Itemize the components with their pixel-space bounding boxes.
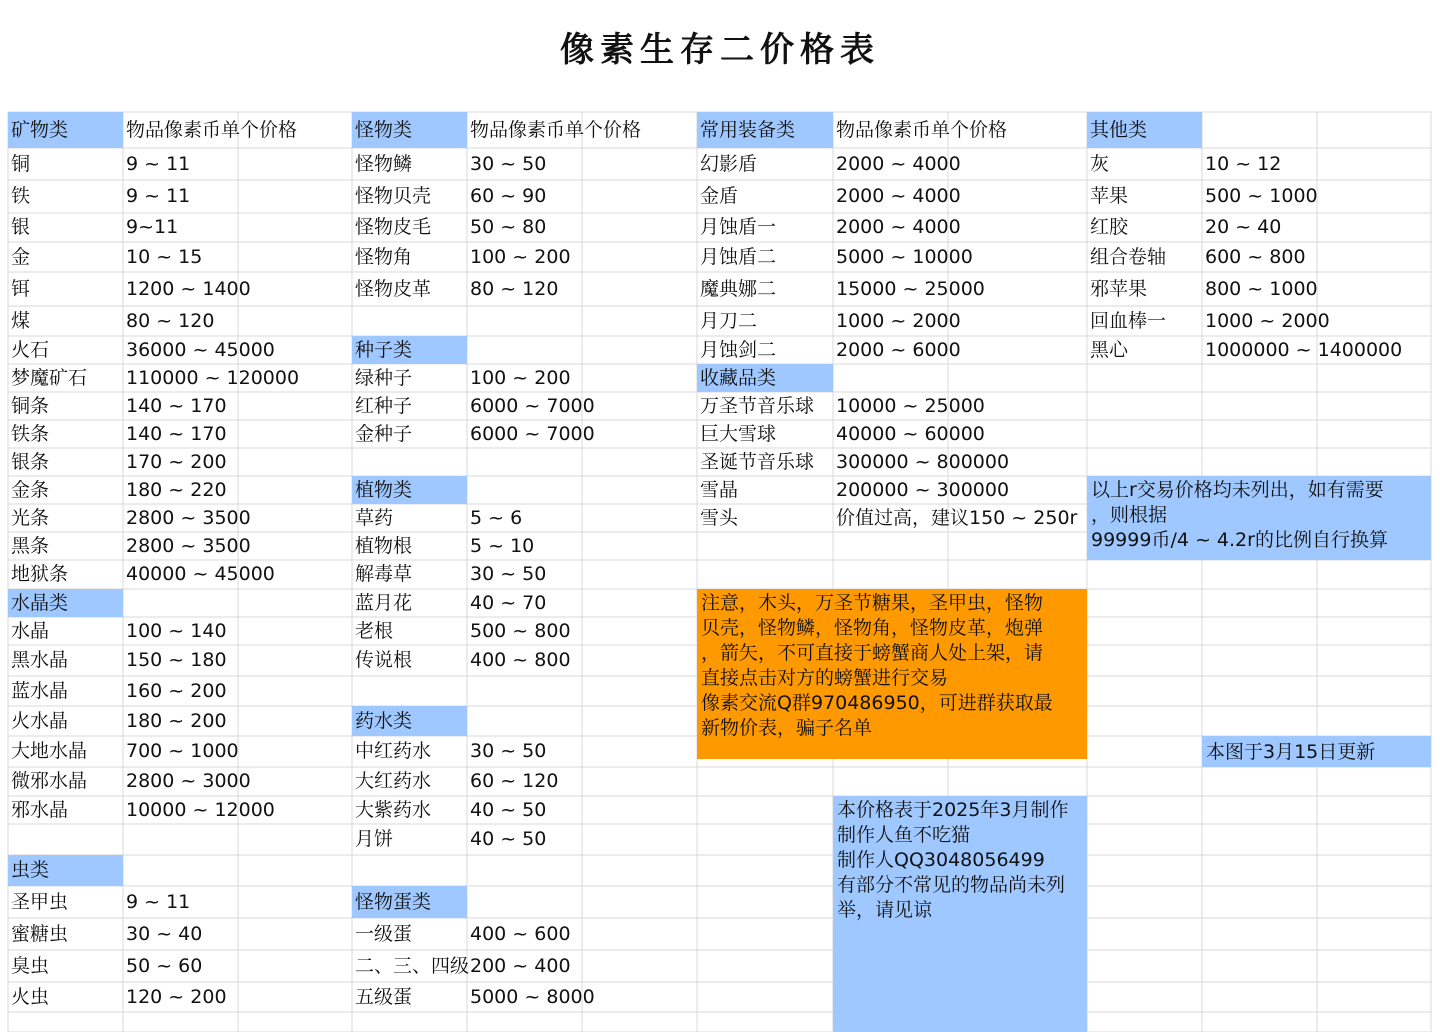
item-price: 2000 ~ 6000 <box>836 338 961 361</box>
update-note: 本图于3月15日更新 <box>1202 736 1431 767</box>
item-price: 2000 ~ 4000 <box>836 152 961 175</box>
item-price: 6000 ~ 7000 <box>470 422 595 445</box>
item-price: 1000000 ~ 1400000 <box>1205 338 1403 361</box>
item-price: 50 ~ 60 <box>126 954 203 977</box>
item-name: 火水晶 <box>11 709 69 732</box>
item-name: 铒 <box>11 277 31 300</box>
category-header: 其他类 <box>1087 112 1202 148</box>
item-price: 30 ~ 50 <box>470 152 547 175</box>
item-name: 绿种子 <box>355 366 413 389</box>
item-price: 2000 ~ 4000 <box>836 185 961 207</box>
item-name: 邪苹果 <box>1090 277 1148 300</box>
item-name: 铜 <box>11 152 31 175</box>
item-price: 5 ~ 10 <box>470 534 535 557</box>
item-name: 灰 <box>1090 152 1110 175</box>
item-price: 40000 ~ 60000 <box>836 422 985 445</box>
item-name: 金盾 <box>700 185 739 207</box>
item-price: 2800 ~ 3500 <box>126 534 251 557</box>
item-price: 36000 ~ 45000 <box>126 338 275 361</box>
item-price: 30 ~ 50 <box>470 563 547 585</box>
item-name: 中红药水 <box>355 740 432 762</box>
item-name: 月蚀盾一 <box>700 216 777 238</box>
credits-note: 本价格表于2025年3月制作 制作人鱼不吃猫 制作人QQ3048056499 有部分不常见的物品尚未列 举，请见谅 <box>833 796 1087 1032</box>
item-name: 雪头 <box>700 506 739 529</box>
item-name: 梦魔矿石 <box>11 366 88 389</box>
item-price: 500 ~ 1000 <box>1205 185 1318 207</box>
item-price: 40000 ~ 45000 <box>126 563 275 585</box>
item-name: 幻影盾 <box>700 152 758 175</box>
subcategory-header: 虫类 <box>8 855 123 886</box>
item-price: 600 ~ 800 <box>1205 245 1306 268</box>
page-title: 像素生存二价格表 <box>560 30 880 70</box>
item-price: 1200 ~ 1400 <box>126 277 251 300</box>
subcategory-header: 药水类 <box>352 706 467 736</box>
item-name: 解毒草 <box>355 563 413 585</box>
item-name: 黑心 <box>1090 338 1129 361</box>
item-price: 170 ~ 200 <box>126 450 227 473</box>
item-name: 二、三、四级 <box>355 954 470 977</box>
item-price: 700 ~ 1000 <box>126 740 239 762</box>
item-price: 6000 ~ 7000 <box>470 394 595 417</box>
item-price: 60 ~ 120 <box>470 770 559 792</box>
item-name: 月蚀盾二 <box>700 245 777 268</box>
item-name: 回血棒一 <box>1090 309 1167 332</box>
item-price: 30 ~ 40 <box>126 922 203 945</box>
item-price: 2000 ~ 4000 <box>836 216 961 238</box>
subcategory-header: 收藏品类 <box>697 364 833 392</box>
item-price: 300000 ~ 800000 <box>836 450 1010 473</box>
item-price: 10000 ~ 25000 <box>836 394 985 417</box>
item-price: 5000 ~ 8000 <box>470 985 595 1008</box>
item-price: 160 ~ 200 <box>126 679 227 702</box>
item-name: 植物根 <box>355 534 413 557</box>
item-name: 月蚀剑二 <box>700 338 777 361</box>
item-name: 微邪水晶 <box>11 770 88 792</box>
item-price: 80 ~ 120 <box>470 277 559 300</box>
item-name: 地狱条 <box>11 563 69 585</box>
item-name: 组合卷轴 <box>1090 245 1167 268</box>
item-name: 一级蛋 <box>355 922 413 945</box>
item-price: 9 ~ 11 <box>126 152 191 175</box>
item-name: 金条 <box>11 478 50 501</box>
item-price: 30 ~ 50 <box>470 740 547 762</box>
price-column-header: 物品像素币单个价格 <box>470 118 642 141</box>
item-name: 草药 <box>355 506 394 529</box>
item-price: 40 ~ 50 <box>470 828 547 850</box>
item-price: 40 ~ 70 <box>470 591 547 614</box>
item-price: 180 ~ 200 <box>126 709 227 732</box>
item-name: 光条 <box>11 506 50 529</box>
item-price: 180 ~ 220 <box>126 478 227 501</box>
item-name: 红种子 <box>355 394 413 417</box>
subcategory-header: 怪物蛋类 <box>352 886 467 918</box>
item-price: 9 ~ 11 <box>126 890 191 913</box>
item-price: 110000 ~ 120000 <box>126 366 300 389</box>
item-name: 蓝水晶 <box>11 679 69 702</box>
item-price: 15000 ~ 25000 <box>836 277 985 300</box>
subcategory-header: 种子类 <box>352 336 467 364</box>
item-name: 金种子 <box>355 422 413 445</box>
item-name: 月刀二 <box>700 309 758 332</box>
item-name: 铜条 <box>11 394 50 417</box>
item-name: 万圣节音乐球 <box>700 394 815 417</box>
item-name: 黑水晶 <box>11 649 69 671</box>
item-name: 蓝月花 <box>355 591 413 614</box>
category-header: 矿物类 <box>8 112 123 148</box>
item-name: 煤 <box>11 309 31 332</box>
price-column-header: 物品像素币单个价格 <box>836 118 1008 141</box>
item-name: 银 <box>11 216 31 238</box>
item-price: 2800 ~ 3500 <box>126 506 251 529</box>
item-price: 10000 ~ 12000 <box>126 798 275 821</box>
item-name: 怪物贝壳 <box>355 185 432 207</box>
item-name: 圣甲虫 <box>11 890 69 913</box>
item-name: 雪晶 <box>700 478 739 501</box>
item-name: 大地水晶 <box>11 740 88 762</box>
item-price: 5 ~ 6 <box>470 506 523 529</box>
item-name: 臭虫 <box>11 954 50 977</box>
item-price: 价值过高，建议150 ~ 250r <box>836 506 1078 529</box>
item-price: 400 ~ 800 <box>470 649 571 671</box>
item-name: 老根 <box>355 619 394 642</box>
item-price: 150 ~ 180 <box>126 649 227 671</box>
item-name: 怪物鳞 <box>355 152 413 175</box>
category-header: 怪物类 <box>352 112 467 148</box>
item-name: 银条 <box>11 450 50 473</box>
item-price: 200000 ~ 300000 <box>836 478 1010 501</box>
category-header: 常用装备类 <box>697 112 833 148</box>
item-name: 怪物皮革 <box>355 277 432 300</box>
item-price: 100 ~ 140 <box>126 619 227 642</box>
item-price: 10 ~ 12 <box>1205 152 1282 175</box>
item-name: 月饼 <box>355 828 394 850</box>
item-price: 1000 ~ 2000 <box>836 309 961 332</box>
item-price: 20 ~ 40 <box>1205 216 1282 238</box>
item-name: 魔典娜二 <box>700 277 777 300</box>
item-price: 140 ~ 170 <box>126 422 227 445</box>
item-name: 圣诞节音乐球 <box>700 450 815 473</box>
item-price: 200 ~ 400 <box>470 954 571 977</box>
item-name: 黑条 <box>11 534 50 557</box>
item-name: 铁条 <box>11 422 50 445</box>
item-name: 大红药水 <box>355 770 432 792</box>
item-name: 传说根 <box>355 649 413 671</box>
item-price: 500 ~ 800 <box>470 619 571 642</box>
item-name: 火虫 <box>11 985 50 1008</box>
item-name: 火石 <box>11 338 50 361</box>
item-price: 1000 ~ 2000 <box>1205 309 1330 332</box>
item-name: 五级蛋 <box>355 985 413 1008</box>
item-price: 9~11 <box>126 216 179 238</box>
item-price: 400 ~ 600 <box>470 922 571 945</box>
item-price: 100 ~ 200 <box>470 366 571 389</box>
exchange-note: 以上r交易价格均未列出，如有需要 ，则根据 99999币/4 ~ 4.2r的比例自行换算 <box>1087 476 1431 560</box>
item-name: 巨大雪球 <box>700 422 777 445</box>
item-name: 苹果 <box>1090 185 1129 207</box>
item-price: 2800 ~ 3000 <box>126 770 251 792</box>
item-price: 9 ~ 11 <box>126 185 191 207</box>
item-name: 蜜糖虫 <box>11 922 69 945</box>
item-price: 40 ~ 50 <box>470 798 547 821</box>
item-name: 红胶 <box>1090 216 1129 238</box>
item-price: 5000 ~ 10000 <box>836 245 973 268</box>
item-name: 水晶 <box>11 619 50 642</box>
item-name: 邪水晶 <box>11 798 69 821</box>
item-name: 怪物角 <box>355 245 413 268</box>
item-name: 金 <box>11 245 31 268</box>
item-name: 大紫药水 <box>355 798 432 821</box>
item-price: 50 ~ 80 <box>470 216 547 238</box>
item-price: 800 ~ 1000 <box>1205 277 1318 300</box>
item-price: 10 ~ 15 <box>126 245 203 268</box>
item-price: 100 ~ 200 <box>470 245 571 268</box>
subcategory-header: 水晶类 <box>8 589 123 617</box>
item-price: 140 ~ 170 <box>126 394 227 417</box>
item-name: 怪物皮毛 <box>355 216 432 238</box>
item-price: 80 ~ 120 <box>126 309 215 332</box>
item-price: 120 ~ 200 <box>126 985 227 1008</box>
item-price: 60 ~ 90 <box>470 185 547 207</box>
item-name: 铁 <box>11 185 31 207</box>
subcategory-header: 植物类 <box>352 476 467 504</box>
price-column-header: 物品像素币单个价格 <box>126 118 298 141</box>
warning-note: 注意，木头，万圣节糖果，圣甲虫，怪物 贝壳，怪物鳞，怪物角，怪物皮革，炮弹 ，箭矢，不可直接于螃蟹商人处上架，请 直接点击对方的螃蟹进行交易 像素交流Q群970486950，可进群获取最 新物价表，骗子名单 <box>697 589 1087 759</box>
